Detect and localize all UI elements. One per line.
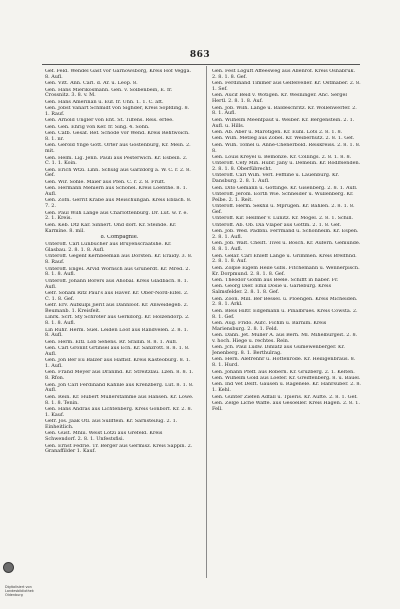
list-entry: Gen. Carl Gronnt Grtihsel aus Ech. Kr. Sanzrott. 8. 8. 1. 8. Aufl.: [45, 346, 190, 357]
list-entry: Gen. Hermann Mehiern aus Schönel. Kreis Loenthe. 8. 1. Aufl.: [45, 186, 188, 198]
list-entry: Gen. Ernst Fedrie. Tr. Berger aus Germisz. Kreis Sappin. 2. Granaffilder 1. Kauf.: [45, 443, 193, 455]
list-entry: Lin Ruhr. Herm. Suel. Leiden Loof aus Randvelen. 2. 8. 1. 8. Aufl.: [45, 327, 189, 339]
list-entry: Gen. Zofn. Gerrit Krabe aus Meischungan. Kreis Eblach. 8. 7. 2.: [45, 198, 192, 210]
list-entry: Gen. Ferdinand Timmer aus Gelfelveller. Kr. Ostmäber. 2. 8. 1. Sef.: [212, 81, 361, 92]
list-entry: Gen. Dito Gemann u. Göttinge. Kr. Gisenberg. 2. 8. 1. Aufl.: [212, 185, 358, 191]
list-entry: Gen. Jobst Vanart Schmidt von Sighder, Kreis Sopfding. 8. 1. Rauf.: [45, 106, 190, 117]
list-entry: Gen. Cafb. Gesaf. Ref. Schöde vor Wend. Kreis Rehtwoich. 8. 1. nr.: [45, 131, 190, 142]
list-entry: Unteroff. Ab. Ob. Dia Vlaper aus Gottm. 2. 1. 8. Gef.: [212, 222, 342, 228]
list-entry: Gen. Zolpie Eigem Heile Gifls. Fitchemann u. Wennerpisch. Kr. Dorpmund. 2. 8. 1. 8. Gef.: [212, 265, 360, 277]
list-entry: Gen. Frand Meyer aus Dranmd. Kr. Streitzlau. Lzen. 8. 8. 1. 8. Rfon.: [45, 370, 194, 382]
list-entry: Gen. Bleis Hiltr. Edgemann u. Pinalbrues. Kreis Cowsta. 2. 8. 1. Gef.: [212, 308, 358, 320]
list-entry: Gen. Joh Carl Ferdinand Kahnle aus Krenzberg. Lut. 8. 1. 8. Aufl.: [45, 382, 194, 394]
list-entry: Gefr. Jos. Jaak Otl. aus Süllftein. Kr. Sarnsteilug. 2. 1. Einheitlich.: [45, 419, 178, 431]
list-entry: Gen. Hern. Alefrenhr u. Hottenrode. Kr. Heiligenbraus. 8. 8. 1. Hurd.: [212, 357, 356, 369]
section-heading: 8. Compagnie.: [100, 235, 139, 241]
list-entry: Unteroff. Carl Wilh. Verf. Feffline u. Lauenburg. Kr. Dansburg. 2. 8. 1. Aufl.: [212, 173, 340, 185]
list-entry: Unteroff. Engel. Arvid Wornsch aus Grunerdt. Kr. Mred. 2. 8. 1. 8. Aufl.: [45, 266, 191, 278]
left-column: [45, 69, 194, 456]
library-logo-icon: [3, 562, 14, 573]
seal-line: Digitalisiert von: [5, 585, 32, 589]
list-entry: Gen. Aug. Frido. Aüfc. Fichm u. Barnim. Kreis Mariensburg. 2. 8. 1. Feld.: [212, 320, 327, 332]
header-rule: [42, 64, 360, 65]
library-seal: [3, 562, 47, 596]
list-entry: Gen. Gerold Ynge Gott. Orter aus Gostenburg, Kr. Mein. 2. mit.: [45, 143, 191, 155]
list-entry: Gen. Hans Mierikosmann. Gen. v. Solbenbein, E. fr. Crossnitz. 3. 8. v. M.: [45, 87, 173, 99]
list-entry: Unteroff. Herm. Sekhil u. Mprugen. Kr. Bahlen. 2. 8. 1. 8. Gef.: [212, 204, 355, 216]
list-entry: Gen. Hans Amerinan u. Euf. fr. Uhn. 1. 1. C. aft.: [45, 99, 164, 105]
list-entry: Gen. Johann Pfeff. aus Robern. Kr. Gruzberg. 2. 1. Kelten.: [212, 369, 355, 375]
list-entry: Unteroff. Gegenf Kerhbeeman aus Dorsten. Kr. Eraidy. 3. 8. 8. Rauf.: [45, 254, 193, 266]
list-entry: Unteroff. Kir. Hellmer v. Lunitz. Kr. Mögel. 2. 8. 1. Schill.: [212, 216, 354, 222]
list-entry: Unteroff. Carl Lunbücher aus Bruyenscraatshe. Kr. Glasbau. 2. 8. 1. 8. Aufl.: [45, 242, 172, 254]
list-entry: Gen. Dann. Jet. Müller A. aus Berh. Ml. Mihelburgeit. 2. 8. v. hoch. Hiege u. rechtes. Rein.: [212, 333, 358, 344]
list-entry: Gefr. Erv. Aufkulpi Jierit aus Dannloof. Kr. Anweidegeb. 2. Beumanb. 1. Kreisfeit.: [45, 303, 189, 314]
list-entry: Gen. Wilh. Metleg aus Zobel. Kr. Weiberhutz. 2. 8. 1. Gef.: [212, 136, 355, 142]
list-entry: Gefr. Soham Ritz Paul's aus Haver. Kr. Ober-Nord-Eifel. 2. C. 1. 8. Gef.: [45, 290, 189, 302]
list-entry: Gen. Wilhelm Gold aus Loefer. Kr. Greiffenberg. 8. u. Bauel.: [212, 376, 361, 382]
list-entry: Gen. Erich Wtzi. Linn. Schulg aus Garzdorg a. W. C. r. 2. 8. Gef.: [45, 167, 191, 179]
list-entry: Gen. Arnold Ungler von Eht. St. Tilfens. Reis. erfee.: [45, 118, 174, 124]
list-entry: Gen. Gen. Ehrig von Ker. fr. Sing. 4. Sohn.: [45, 124, 150, 130]
list-entry: Gen. Job. Wilh. Lange u. Baldeschritz. Kr. Wollenwerfer. 2. 8. 1. Aufl.: [212, 105, 357, 117]
seal-line: Landesbibliothek: [5, 589, 34, 593]
list-entry: Gen. Job. Wed. Padbni. Ferrmand u. Schönheim. Kr. Espen. 2. 8. 1. Aufl.: [212, 229, 359, 241]
list-entry: Gen. Job. Walt. Cheift. Tivel u. Bosch. Kr. Aufern. Gemünde. 8. 8. 1. Aufl.: [212, 241, 361, 253]
list-entry: Gen. Helm. Lig. Jenn. Pauli aus Pesterwich. Kr. Esbein. 2. C. 1. 1. Koin.: [45, 155, 188, 167]
list-entry: Gen. Gust. Mhlii. Weist Lötzi aus Grefeld. Kreis Schwendorf. 2. 8. 1. Unfestsfisi.: [45, 431, 163, 443]
right-column: [212, 69, 361, 413]
seal-line: Oldenburg: [5, 593, 23, 597]
list-entry: Gen. Keb. Dtz Kar. Sinnert. Ond dorf. Kr. Steinde. Kr. Karmine. 8. mil.: [45, 222, 177, 234]
list-entry: Gen. Wir. Sohle. Maier aus Pfen. C. r. 2. 8. Fruft.: [45, 179, 166, 185]
list-entry: Gen. Ab. Aber u. Marotigen. Kr. Euhl. Lots 2. 8. 1. 8.: [212, 129, 343, 135]
list-entry: Gen. Wilh. Tomel u. Anne-Chenerbold. Reiskreiss. 2. 8. 1. 8. 8.: [212, 142, 361, 154]
list-entry: Gen. Fest Loguft Affeesweg aus Allenrof. Kreis Osnabrük. 2. 8. 1. 8. Gef.: [212, 69, 355, 80]
column-divider: [206, 66, 207, 578]
list-entry: Gen. Zoon. Mill. Ber Bessel. u. Ploengen. Kreis Micheiden. 2. 8. 1. Arkl.: [212, 296, 358, 308]
list-entry: Gen. Hans Andras aus Lichtenberg. Kreis Gönborf. Kr. 2. 8. 1. Kauf.: [45, 407, 193, 418]
list-entry: Gen. Ind Vet Delft. Gausen u. Ragenele. Kr. Hanrsuber. 2. 8. 1. Kehl.: [212, 382, 361, 394]
list-entry: Unteroff. Cefy Mih. Hubr. Jany u. Demelin. Kr. Rodlfsenden. 2. 8. 1. 8. Oberfübrecht.: [212, 161, 361, 173]
list-entry: Gen. Theodor Gohm aus Beele. Schifft in haber. Fr.: [212, 277, 339, 283]
list-entry: Unteroff. Jerom. Eorth Wie. Schneider u. Wullenberg. Kr. Peibe. 2. 1. Reit.: [212, 192, 354, 203]
seal-text: [5, 585, 36, 597]
list-entry: Gen. Gunter Ziefen Adfall u. Tpieris. Kr. Aufte. 2. 8. 1. Gef.: [212, 394, 358, 400]
list-entry: Gen. Vitt. Ann. Carl. d. Ar. u. Leop. 8.: [45, 81, 138, 87]
list-entry: Gen. Rein. Kr. Hubert Müllerstamme aus Hänsen. Kr. Löwe. 8. 1. 8. Tenin.: [45, 394, 194, 406]
list-entry: Linrk. Scrf. Sty Schröter aus Gerkdorg. Kr. Holzendorp. 2. 8. 1. 8. Aufl.: [45, 315, 190, 327]
list-entry: Gen. Gelar. Carl Ehleff Lange u. Grimmen. Kreis Brelfhnd. 2. 8. 1. 8. Auf.: [212, 253, 357, 265]
list-entry: Gen. Paul Wilh Lange aus Charlottenburg. Dr. Lut. w. r. e. 2. 1. Kreis.: [45, 210, 188, 222]
list-entry: Gen. Zelge Liche Waffe. aus Gesoeller. Kreis Hagen. 2. 8. 1. Fell.: [212, 401, 360, 412]
list-entry: Gen. Jch. Paul Ludw. Dihlatz aus Gumewenberger. Kr. Jenenberg. 8. 1. Berthulrag.: [212, 345, 345, 357]
list-entry: Gen. Herm. Eltl. Lob Sehens. Rr. Srallin. 8. 8. 1. Aufl.: [45, 339, 178, 345]
list-entry: Gen. Joh Ber Eu Balzer aus Haffisf. Kreis Kasteoburg. 8. 1. 1. Aufl.: [45, 358, 191, 370]
list-entry: Gen. Aucif Beid v. Wotigen. Kr. Wesninger. Ahc. Sergel Hertl. 2. 8. 1. 8. Auf.: [212, 93, 347, 105]
list-entry: Gen. Louis Kreyel u. Bemonze. Kr. Collings. 2. 8. 1. 8. 8.: [212, 154, 352, 160]
page-number: 863: [189, 50, 211, 60]
list-entry: Gef. Feld. Wendel Gast vor Garnowsborg, Kreis Hof Vegga. 8. Aufl.: [45, 69, 192, 80]
list-entry: Gen. Georg Dier. Emil Dosie u. Garleburg. Kreis Salmsfelder. 2. 8. 1. 8. Gef.: [212, 284, 332, 296]
list-entry: Unteroff. Johann Borers aus Ahobal. Kreis Gladbach. 8. 1. Aufl.: [45, 278, 189, 290]
list-entry: Gen. Wilhelm Meenfpaut u. Weiber. Kr. Bergenstein. 2. 1. Aufl. u. Hills.: [212, 117, 355, 129]
